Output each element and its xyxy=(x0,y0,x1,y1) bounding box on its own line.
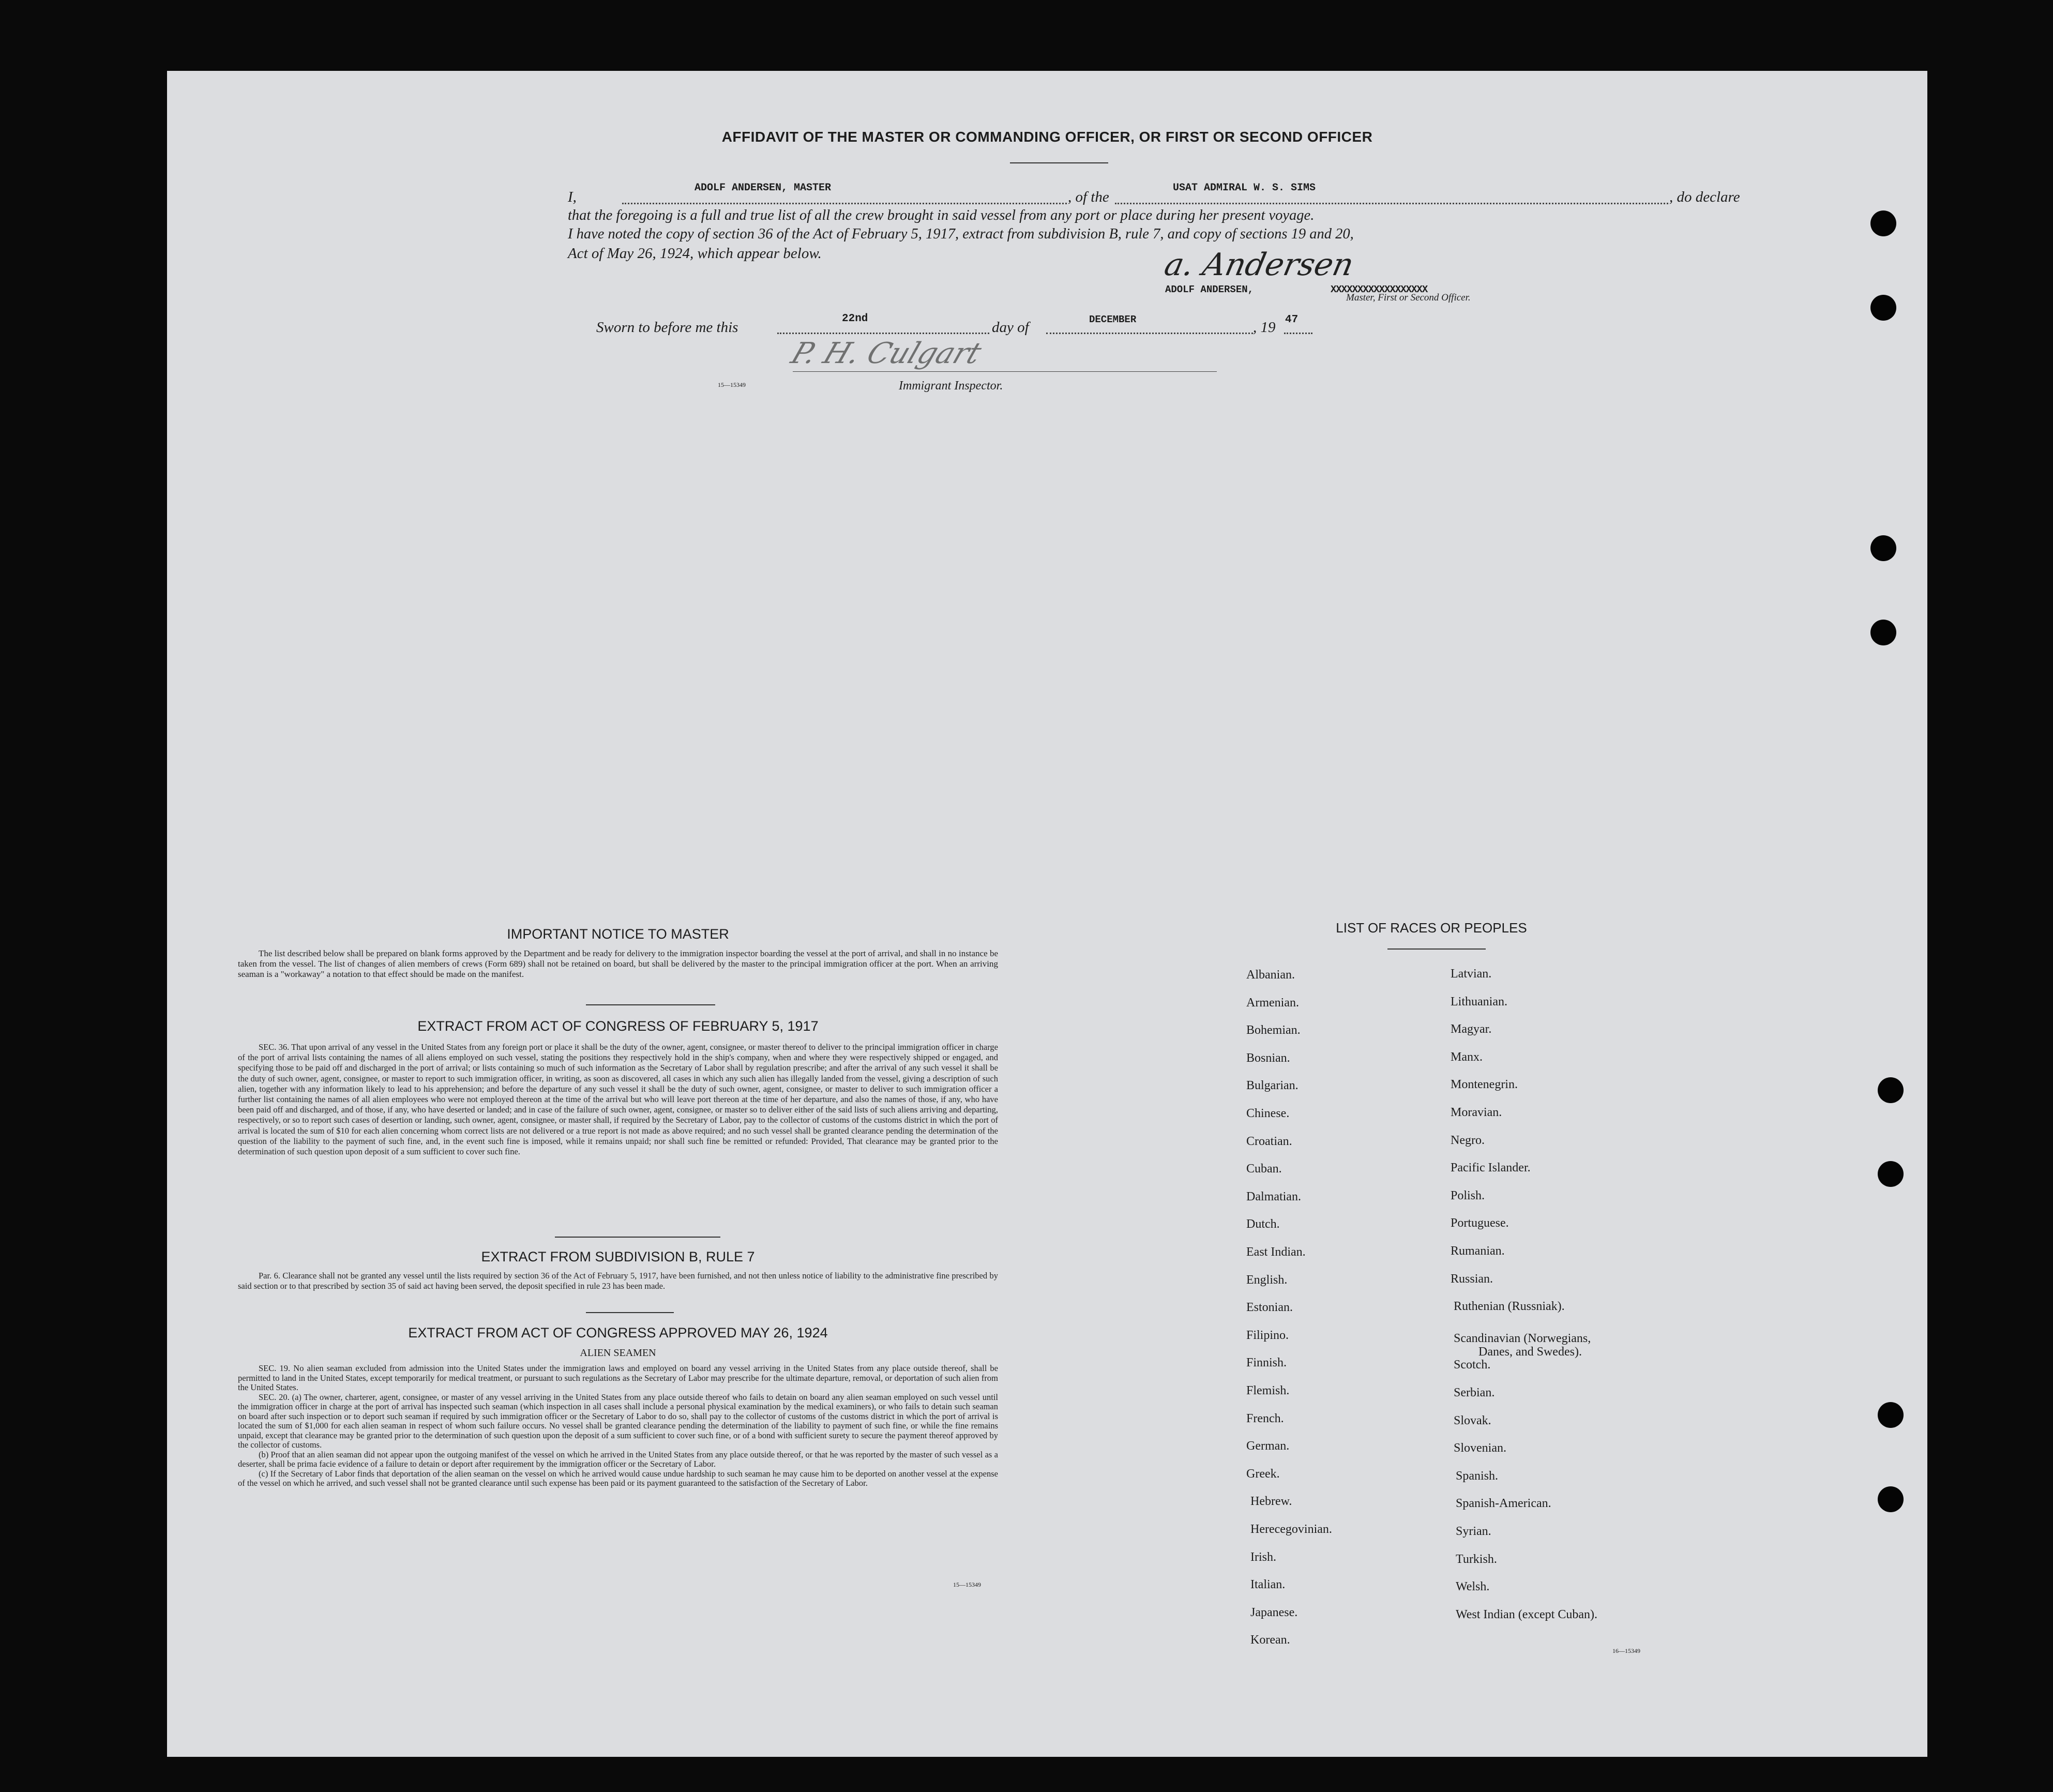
punch-hole xyxy=(1878,1402,1904,1428)
divider xyxy=(586,1004,715,1005)
section-20a-text: SEC. 20. (a) The owner, charterer, agent, consignee, or master of any vessel arriving in the United States from any place outside thereof who fails to detain on board any alien seaman employed on such vessel until the immigration officer in charge at the port of arrival has inspected such seaman (which inspection in all cases shall include a personal physical examination by the medical examiners), or who fails to detain such seaman on board after such inspection or to deport such seaman if required by such immigration officer or the Secretary of Labor to do so, shall pay to the collector of customs of the customs district in which the port of arrival is located the sum of $1,000 for each alien seaman in respect of whom such failure occurs. No vessel shall be granted clearance pending the determination of the liability to payment of such fine, or while the fine remains unpaid, except that clearance may be granted prior to the determination of such question upon the deposit of a sum sufficient to cover such fine, or of a bond with sufficient surety to secure the payment thereof approved by the collector of customs. xyxy=(238,1392,998,1450)
race-item: Slovak. xyxy=(1454,1413,1491,1427)
race-item: Serbian. xyxy=(1454,1386,1495,1399)
race-item: Dalmatian. xyxy=(1246,1189,1301,1203)
officer-caption: Master, First or Second Officer. xyxy=(1346,292,1471,303)
race-item: Manx. xyxy=(1451,1050,1483,1064)
sworn-label: Sworn to before me this xyxy=(596,319,738,336)
race-item: Estonian. xyxy=(1246,1301,1293,1315)
punch-hole xyxy=(1870,210,1896,236)
punch-hole xyxy=(1870,620,1896,645)
vessel-name: USAT ADMIRAL W. S. SIMS xyxy=(1173,182,1316,194)
declaration-line-2: that the foregoing is a full and true list of all the crew brought in said vessel from any port or place during her present voyage. xyxy=(568,207,1315,223)
race-item: Dutch. xyxy=(1246,1217,1280,1231)
race-item: Latvian. xyxy=(1451,967,1492,981)
race-item: Cuban. xyxy=(1246,1162,1282,1176)
race-item: Slovenian. xyxy=(1454,1441,1506,1455)
race-item: Rumanian. xyxy=(1451,1244,1505,1258)
race-item: Russian. xyxy=(1451,1272,1493,1286)
section-36-text: SEC. 36. That upon arrival of any vessel in the United States from any foreign port or place it shall be the duty of the owner, agent, consignee, or master thereof to deliver to the principal immigration officer in charge of the port of arrival lists containing the names of all aliens employed on such vessel, stating the positions they respectively hold in the ship's company, when and where they were respectively shipped or engaged, and specifying those to be paid off and discharged in the port of arrival; or lists containing so much of such information as the Secretary of Labor shall by regulation prescribe; and after the arrival of any such vessel it shall be the duty of such owner, agent, consignee, or master to report to such immigration officer, in writing, as soon as discovered, all cases in which any such alien has illegally landed from the vessel, giving a description of such alien, together with any information likely to lead to his apprehension; and before the departure of any such vessel it shall be the duty of such owner, agent, consignee, or master to deliver to such immigration officer a further list containing the names of all alien employees who were not employed thereon at the time of the arrival but who will leave port thereon at the time of her departure, and also the names of those, if any, who have been paid off and discharged, and of those, if any, who have deserted or landed; and in case of the failure of such owner, agent, consignee, or master so to deliver either of the said lists of such aliens arriving and departing, respectively, or so to report such cases of desertion or landing, such owner, agent, consignee, or master shall, if required by the Secretary of Labor, pay to the collector of customs of the customs district in which the port of arrival is located the sum of $10 for each alien concerning whom correct lists are not delivered or a true report is not made as above required; and no such vessel shall be granted clearance pending the determination of the question of the liability to the payment of such fine, and, in the event such fine is imposed, while it remains unpaid; nor shall such fine be remitted or refunded: Provided, That clearance may be granted prior to the determination of such question upon deposit of a sum sufficient to cover such fine. xyxy=(238,1042,998,1157)
declarant-name: ADOLF ANDERSEN, MASTER xyxy=(695,182,832,194)
extract-1924-body xyxy=(238,1364,998,1488)
races-title: LIST OF RACES OR PEOPLES xyxy=(1336,920,1527,936)
race-item: Danes, and Swedes). xyxy=(1478,1345,1582,1359)
punch-hole xyxy=(1870,535,1896,561)
race-item: Irish. xyxy=(1250,1550,1276,1564)
rule-7-body xyxy=(238,1271,998,1291)
race-item: Bosnian. xyxy=(1246,1051,1290,1065)
notice-body xyxy=(238,948,998,980)
divider xyxy=(1387,948,1486,950)
divider xyxy=(586,1312,674,1313)
race-item: Portuguese. xyxy=(1451,1216,1509,1230)
race-item: Albanian. xyxy=(1246,968,1295,982)
typed-name: ADOLF ANDERSEN, xyxy=(1165,284,1254,295)
race-item: Croatian. xyxy=(1246,1134,1292,1148)
notice-title: IMPORTANT NOTICE TO MASTER xyxy=(507,926,729,942)
race-item: Montenegrin. xyxy=(1451,1078,1518,1092)
race-item: Flemish. xyxy=(1246,1384,1290,1397)
extract-1924-title: EXTRACT FROM ACT OF CONGRESS APPROVED MAY 26, 1924 xyxy=(408,1325,828,1341)
extract-1917-title: EXTRACT FROM ACT OF CONGRESS OF FEBRUARY 5, 1917 xyxy=(417,1018,819,1034)
race-item: Negro. xyxy=(1451,1133,1485,1147)
race-item: Italian. xyxy=(1250,1578,1286,1592)
race-item: Finnish. xyxy=(1246,1356,1287,1370)
section-20b-text: (b) Proof that an alien seaman did not appear upon the outgoing manifest of the vessel on which he arrived in the United States from any place outside thereof, or that he was reported by the master of such vessel as a deserter, shall be prima facie evidence of a failure to detain or deport after requirement by the immigration officer or the Secretary of Labor. xyxy=(238,1449,998,1469)
form-number: 15—15349 xyxy=(718,381,746,388)
punch-hole xyxy=(1878,1486,1904,1512)
race-item: Korean. xyxy=(1250,1633,1290,1647)
race-item: English. xyxy=(1246,1273,1288,1287)
race-item: Hebrew. xyxy=(1250,1495,1292,1509)
rule-7-title: EXTRACT FROM SUBDIVISION B, RULE 7 xyxy=(481,1249,755,1264)
inspector-signature: P. H. Culgart xyxy=(787,337,986,370)
race-item: Greek. xyxy=(1246,1467,1280,1481)
race-item: Herecegovinian. xyxy=(1250,1523,1332,1536)
sworn-day: 22nd xyxy=(842,313,868,325)
alien-seamen-subtitle: ALIEN SEAMEN xyxy=(580,1347,656,1359)
race-item: Ruthenian (Russniak). xyxy=(1454,1300,1565,1314)
underline xyxy=(622,203,1067,204)
year-prefix: , 19 xyxy=(1253,319,1276,336)
race-item: German. xyxy=(1246,1439,1290,1453)
inspector-caption: Immigrant Inspector. xyxy=(899,379,1003,393)
form-number: 15—15349 xyxy=(953,1581,981,1588)
extract-1917-body xyxy=(238,1042,998,1157)
punch-hole xyxy=(1870,295,1896,321)
underline xyxy=(793,371,1217,372)
race-item: Bohemian. xyxy=(1246,1023,1301,1037)
divider xyxy=(1010,162,1108,163)
race-item: Pacific Islander. xyxy=(1451,1161,1531,1175)
race-item: Scotch. xyxy=(1454,1358,1491,1372)
divider xyxy=(555,1237,720,1238)
race-item: Chinese. xyxy=(1246,1107,1290,1120)
race-item: Scandinavian (Norwegians, xyxy=(1454,1331,1591,1345)
race-item: Syrian. xyxy=(1456,1525,1491,1538)
sworn-year: 47 xyxy=(1285,314,1299,326)
declaration-line-3: I have noted the copy of section 36 of the Act of February 5, 1917, extract from subdivision B, rule 7, and copy of sections 19 and 20, xyxy=(568,226,1354,242)
do-declare-label: , do declare xyxy=(1669,189,1740,205)
underline xyxy=(1284,333,1312,334)
race-item: Spanish-American. xyxy=(1456,1497,1551,1511)
underline xyxy=(777,333,989,334)
race-item: Filipino. xyxy=(1246,1328,1289,1342)
form-number: 16—15349 xyxy=(1612,1647,1640,1654)
race-item: East Indian. xyxy=(1246,1245,1306,1259)
struck-title: XXXXXXXXXXXXXXXXXX xyxy=(1331,284,1428,295)
manifest-page xyxy=(167,71,1927,1757)
race-item: Lithuanian. xyxy=(1451,995,1507,1008)
declaration-line-4: Act of May 26, 1924, which appear below. xyxy=(568,245,822,262)
race-item: Japanese. xyxy=(1250,1605,1298,1619)
race-item: Turkish. xyxy=(1456,1552,1497,1566)
notice-text: The list described below shall be prepared on blank forms approved by the Department and be ready for delivery to the immigration inspector boarding the vessel at the port of arrival, and shall in no instance be taken from the vessel. The list of changes of alien members of crews (Form 689) shall not be retained on board, but shall be delivered by the master to the principal immigration officer at the port. When an arriving seaman is a "workaway" a notation to that effect should be made on the manifest. xyxy=(238,948,998,979)
race-item: Bulgarian. xyxy=(1246,1079,1299,1093)
day-of-label: day of xyxy=(992,319,1029,336)
race-item: Armenian. xyxy=(1246,996,1299,1010)
underline xyxy=(1046,333,1253,334)
race-item: Moravian. xyxy=(1451,1106,1502,1119)
race-item: Magyar. xyxy=(1451,1022,1492,1036)
underline xyxy=(1115,203,1668,204)
section-19-text: SEC. 19. No alien seaman excluded from admission into the United States under the immigration laws and employed on board any vessel arriving in the United States from any place outside thereof, shall be permitted to land in the United States, except temporarily for medical treatment, or pursuant to such regulations as the Secretary of Labor may prescribe for the ultimate departure, removal, or deportation of such alien from the United States. xyxy=(238,1363,998,1392)
punch-hole xyxy=(1878,1161,1904,1187)
race-item: West Indian (except Cuban). xyxy=(1456,1607,1597,1621)
paragraph-6-text: Par. 6. Clearance shall not be granted any vessel until the lists required by section 36 of the Act of February 5, 1917, have been furnished, and not then unless notice of liability to the administrative fine prescribed by said section or to that prescribed by section 35 of said act having been served, the deposit specified in rule 23 has been made. xyxy=(238,1271,998,1291)
of-the-label: , of the xyxy=(1068,189,1109,205)
race-item: Polish. xyxy=(1451,1188,1485,1202)
race-item: Spanish. xyxy=(1456,1469,1499,1483)
sworn-month: DECEMBER xyxy=(1089,314,1137,325)
race-item: French. xyxy=(1246,1411,1284,1425)
punch-hole xyxy=(1878,1077,1904,1103)
section-20c-text: (c) If the Secretary of Labor finds that deportation of the alien seaman on the vessel on which he arrived would cause undue hardship to such seaman he may cause him to be deported on another vessel at the expense of the vessel on which he arrived, and such vessel shall not be granted clearance until such expense has been paid or its payment guaranteed to the satisfaction of the Secretary of Labor. xyxy=(238,1468,998,1488)
master-signature: a. Andersen xyxy=(1161,247,1357,283)
declaration-intro: I, xyxy=(568,189,577,205)
race-item: Welsh. xyxy=(1456,1580,1490,1594)
affidavit-title: AFFIDAVIT OF THE MASTER OR COMMANDING OFFICER, OR FIRST OR SECOND OFFICER xyxy=(721,129,1373,145)
